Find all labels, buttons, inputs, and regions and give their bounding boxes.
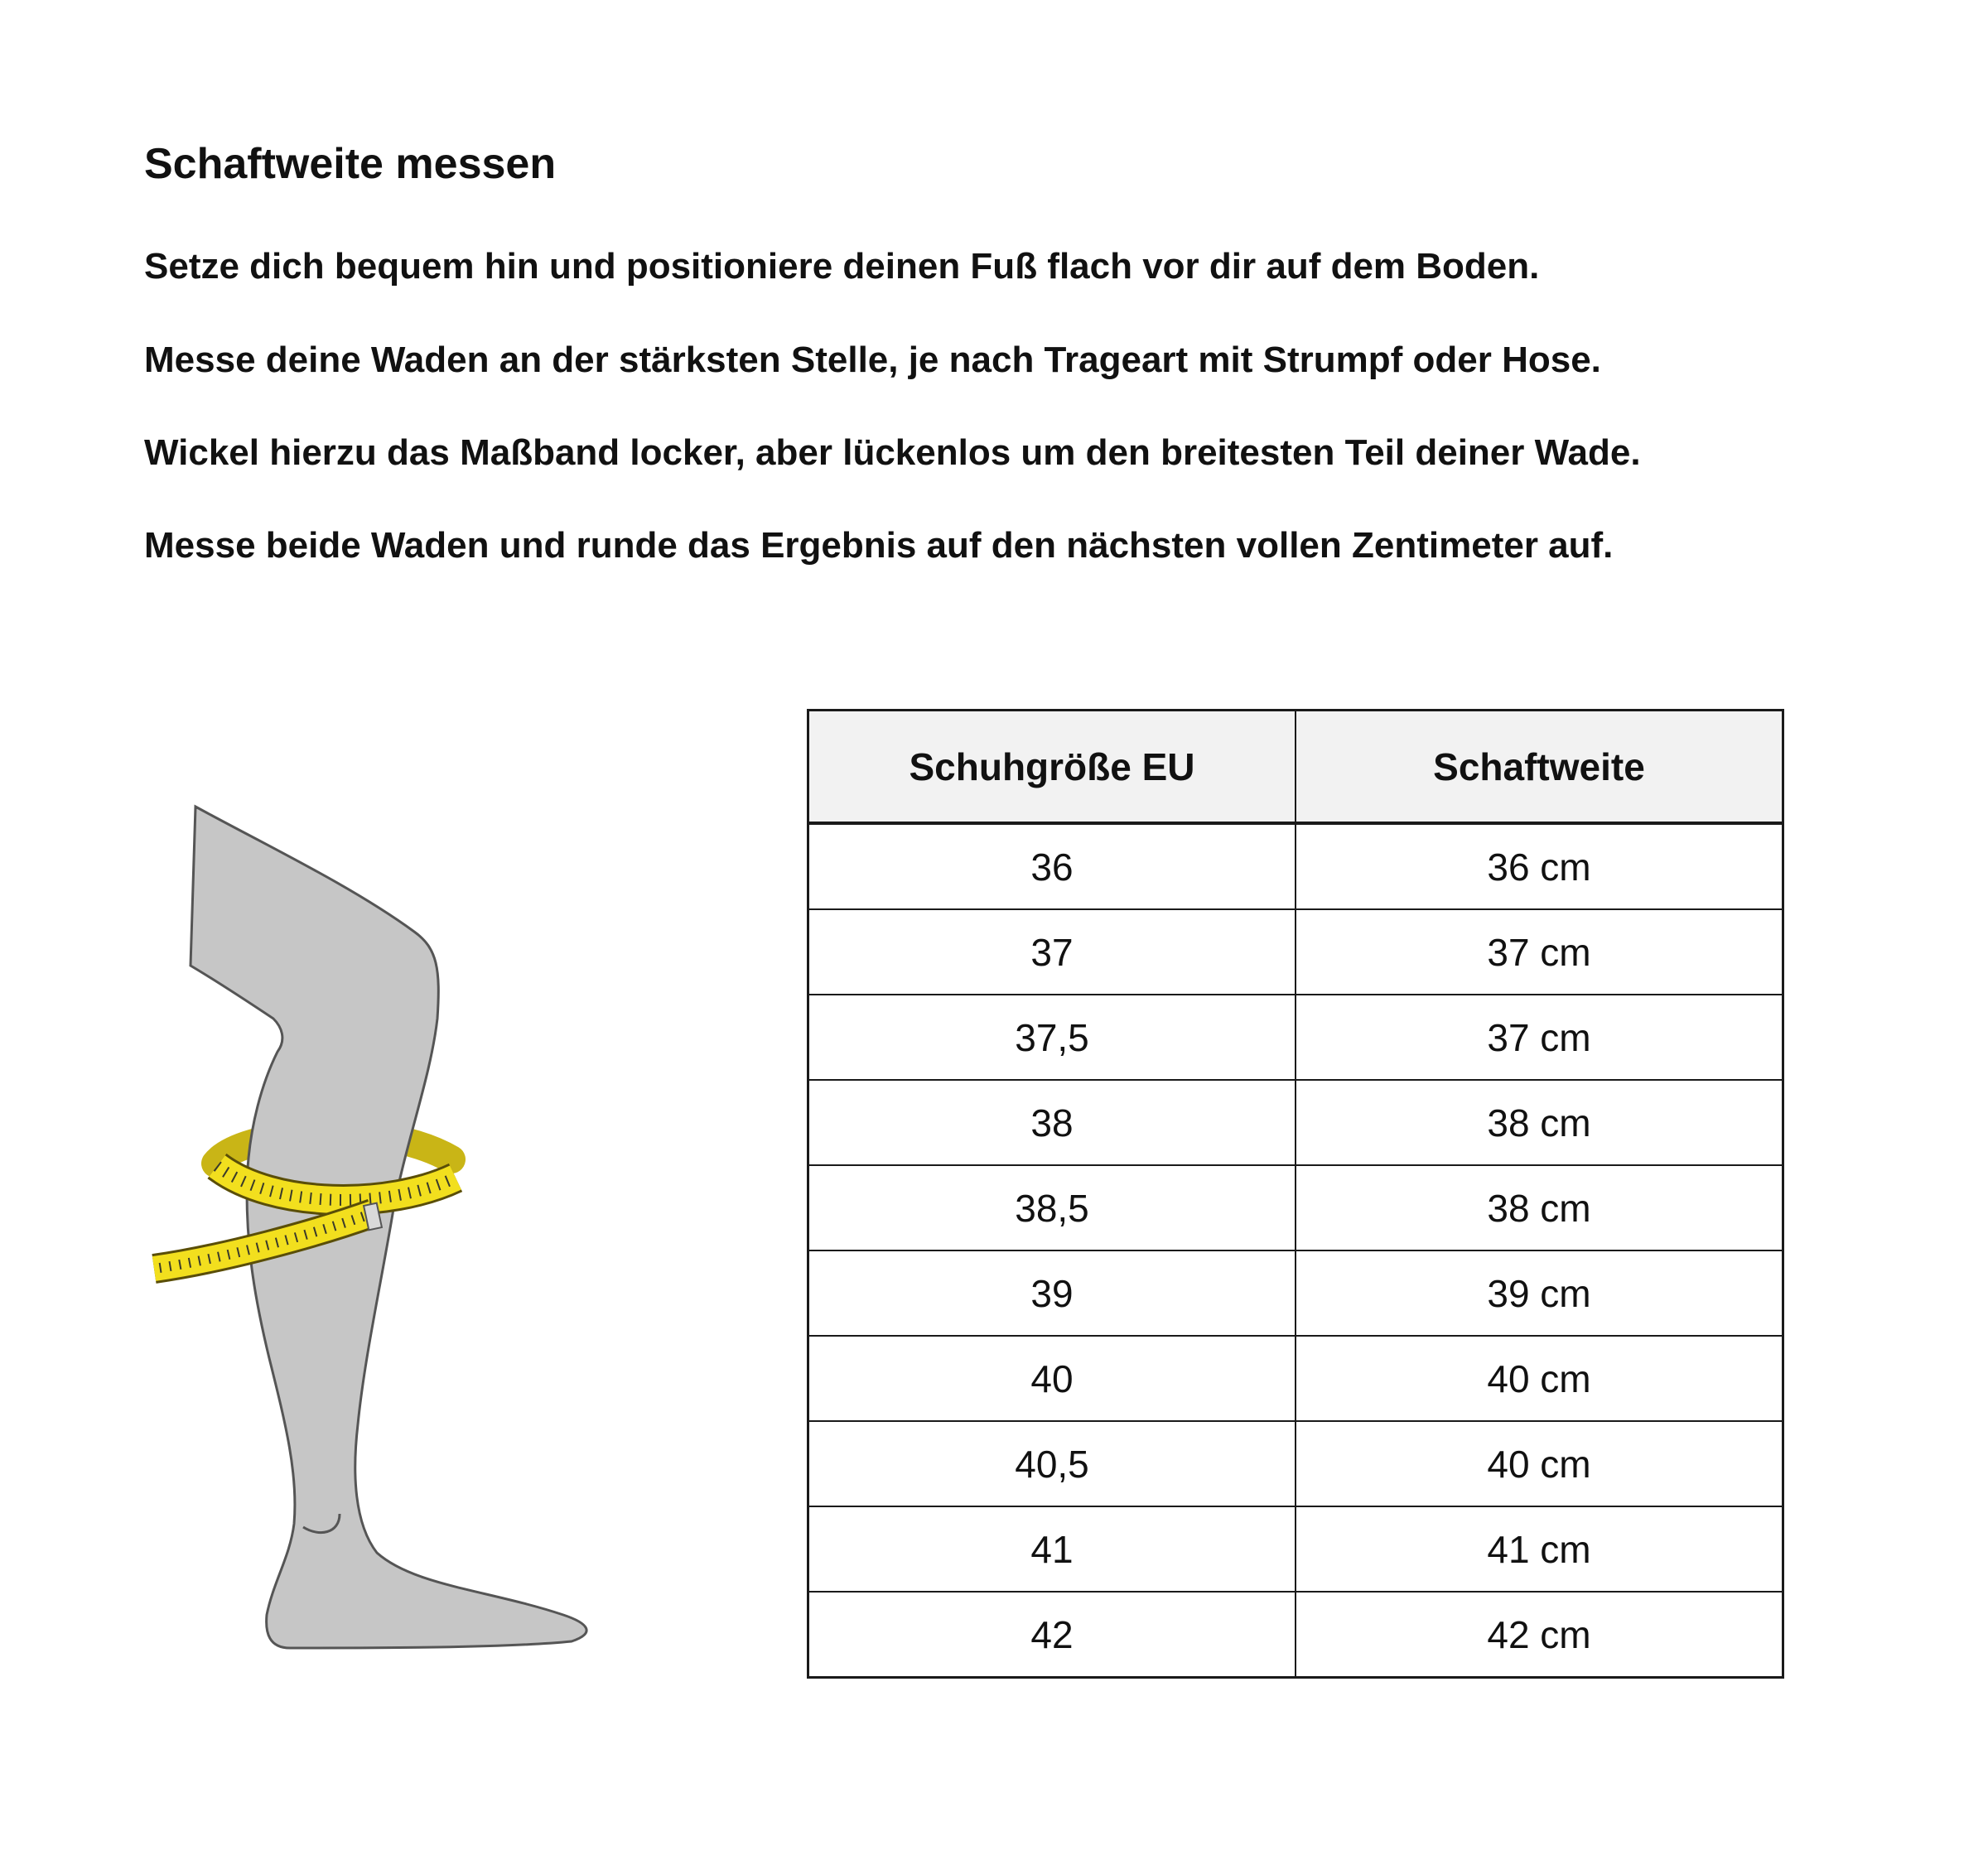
table-row (808, 1592, 1783, 1678)
instruction-text: Wickel hierzu das Maßband locker, aber lückenlos um den breitesten Teil deiner Wade. (144, 432, 1641, 473)
table-row (808, 909, 1783, 995)
table-row (808, 1506, 1783, 1592)
leg-shape (191, 807, 586, 1648)
page-title: Schaftweite messen (144, 140, 557, 188)
table-row (808, 1080, 1783, 1165)
shoe-size-cell: 40 (808, 1336, 1296, 1421)
column-header-shaft-width: Schaftweite (1296, 711, 1783, 824)
instruction-text: Messe deine Waden an der stärksten Stelle, je nach Trageart mit Strumpf oder Hose. (144, 340, 1601, 380)
shaft-width-cell: 40 cm (1296, 1421, 1783, 1506)
shoe-size-cell: 41 (808, 1506, 1296, 1592)
shaft-width-cell: 38 cm (1296, 1080, 1783, 1165)
shoe-size-cell: 42 (808, 1592, 1296, 1678)
shaft-width-cell: 42 cm (1296, 1592, 1783, 1678)
column-header-shoe-size: Schuhgröße EU (808, 711, 1296, 824)
shaft-width-cell: 38 cm (1296, 1165, 1783, 1250)
table-row (808, 1250, 1783, 1336)
shaft-width-cell: 41 cm (1296, 1506, 1783, 1592)
shoe-size-cell: 37 (808, 909, 1296, 995)
shoe-size-cell: 39 (808, 1250, 1296, 1336)
table-row (808, 1336, 1783, 1421)
table-row (808, 1165, 1783, 1250)
shaft-width-cell: 37 cm (1296, 995, 1783, 1080)
table-row (808, 995, 1783, 1080)
shoe-size-cell: 40,5 (808, 1421, 1296, 1506)
instruction-text: Setze dich bequem hin und positioniere deinen Fuß flach vor dir auf dem Boden. (144, 246, 1540, 287)
shoe-size-cell: 36 (808, 823, 1296, 909)
table-row (808, 1421, 1783, 1506)
table-row (808, 823, 1783, 909)
shaft-width-cell: 40 cm (1296, 1336, 1783, 1421)
shaft-width-cell: 39 cm (1296, 1250, 1783, 1336)
table-header-row (808, 711, 1783, 824)
instruction-text: Messe beide Waden und runde das Ergebnis auf den nächsten vollen Zentimeter auf. (144, 525, 1614, 566)
shaft-width-cell: 36 cm (1296, 823, 1783, 909)
leg-with-measuring-tape-icon (141, 795, 638, 1673)
shoe-size-cell: 38 (808, 1080, 1296, 1165)
shoe-size-cell: 37,5 (808, 995, 1296, 1080)
shaft-width-cell: 37 cm (1296, 909, 1783, 995)
shoe-size-cell: 38,5 (808, 1165, 1296, 1250)
size-table (807, 709, 1784, 1679)
